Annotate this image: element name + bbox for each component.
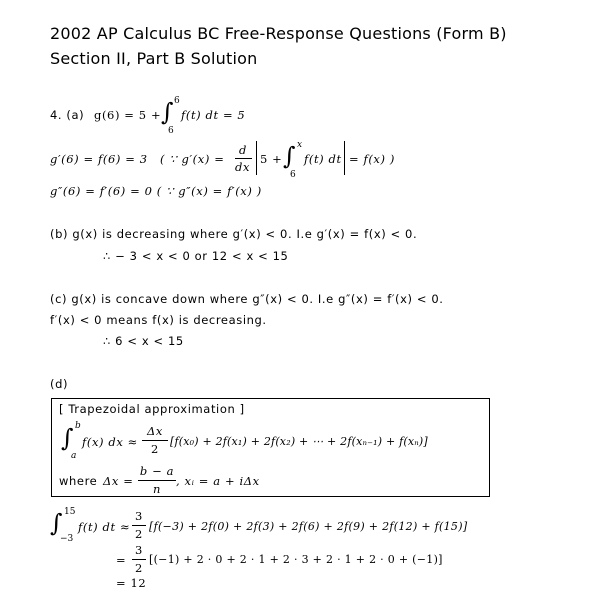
a-line2-lhs: g′(6) = f(6) = 3 — [50, 152, 148, 166]
a-line2-tail: = f(x) ) — [349, 152, 395, 166]
box-where-fracbar — [138, 480, 176, 481]
b-line2: ∴ − 3 < x < 0 or 12 < x < 15 — [103, 249, 289, 263]
box-heading: [ Trapezoidal approximation ] — [59, 402, 245, 416]
c-line1: (c) g(x) is concave down where g″(x) < 0. I.e g″(x) = f′(x) < 0. — [50, 292, 444, 306]
box-where-prefix: where — [59, 474, 98, 488]
box-fracbar — [142, 440, 168, 441]
page-title-line1: 2002 AP Calculus BC Free-Response Questions (Form B) — [50, 24, 507, 43]
d-line2-den: 2 — [135, 561, 143, 575]
question-number: 4. (a) — [50, 108, 85, 122]
d-int-upper: 15 — [64, 507, 76, 517]
box-frac-num: Δx — [147, 424, 163, 438]
right-paren — [344, 141, 345, 175]
box-integral-sign: ∫ — [61, 424, 74, 452]
a-line2-int-upper: x — [297, 140, 303, 150]
box-where-num: b − a — [139, 464, 175, 478]
integral-sign: ∫ — [161, 98, 174, 126]
d-fracbar — [132, 525, 146, 526]
box-sum: [f(x₀) + 2f(x₁) + 2f(x₂) + ⋯ + 2f(xₙ₋₁) + f(xₙ)] — [170, 435, 428, 448]
box-where-dx: Δx = — [103, 474, 134, 488]
d-int-lower: −3 — [60, 534, 74, 544]
d-frac-num: 3 — [135, 509, 143, 523]
box-frac-den: 2 — [151, 442, 159, 456]
d-integral-sign: ∫ — [50, 509, 63, 537]
a-line1-rhs: f(t) dt = 5 — [181, 108, 246, 122]
a-line2-int-lower: 6 — [290, 170, 296, 180]
b-line1: (b) g(x) is decreasing where g′(x) < 0. I.e g′(x) = f(x) < 0. — [50, 227, 418, 241]
d-frac-den: 2 — [135, 527, 143, 541]
box-where-tail: , xᵢ = a + iΔx — [176, 474, 260, 488]
d-integrand: f(t) dt ≈ — [78, 520, 131, 534]
left-paren — [256, 141, 257, 175]
a-line2-fracbar — [235, 158, 252, 159]
a-line2-inner: 5 + — [260, 152, 283, 166]
page-title-line2: Section II, Part B Solution — [50, 49, 258, 68]
d-line3: = 12 — [116, 576, 147, 590]
box-where-den: n — [152, 482, 161, 496]
a-line3: g″(6) = f′(6) = 0 ( ∵ g″(x) = f′(x) ) — [50, 184, 262, 198]
a-line1-int-lower: 6 — [168, 126, 174, 136]
d-label: (d) — [50, 377, 69, 391]
a-line2-inner-rhs: f(t) dt — [304, 152, 342, 166]
a-line1-int-upper: 6 — [174, 96, 180, 106]
d-line2-sum: [(−1) + 2 · 0 + 2 · 1 + 2 · 3 + 2 · 1 + 2 · 0 + (−1)] — [149, 553, 443, 566]
a-line2-dx: dx — [235, 160, 251, 174]
integral-sign-2: ∫ — [283, 142, 296, 170]
c-line2: f′(x) < 0 means f(x) is decreasing. — [50, 313, 267, 327]
a-line2-because: ( ∵ g′(x) = — [160, 152, 225, 166]
box-integrand: f(x) dx ≈ — [82, 435, 138, 449]
box-int-lower: a — [71, 451, 77, 461]
box-int-upper: b — [75, 421, 81, 431]
c-line3: ∴ 6 < x < 15 — [103, 334, 184, 348]
d-line2-eq: = — [116, 553, 127, 567]
a-line2-d: d — [239, 143, 247, 157]
d-line2-fracbar — [132, 559, 146, 560]
d-sum: [f(−3) + 2f(0) + 2f(3) + 2f(6) + 2f(9) + 2f(12) + f(15)] — [149, 520, 468, 533]
a-line1-lhs: g(6) = 5 + — [94, 108, 162, 122]
d-line2-num: 3 — [135, 543, 143, 557]
